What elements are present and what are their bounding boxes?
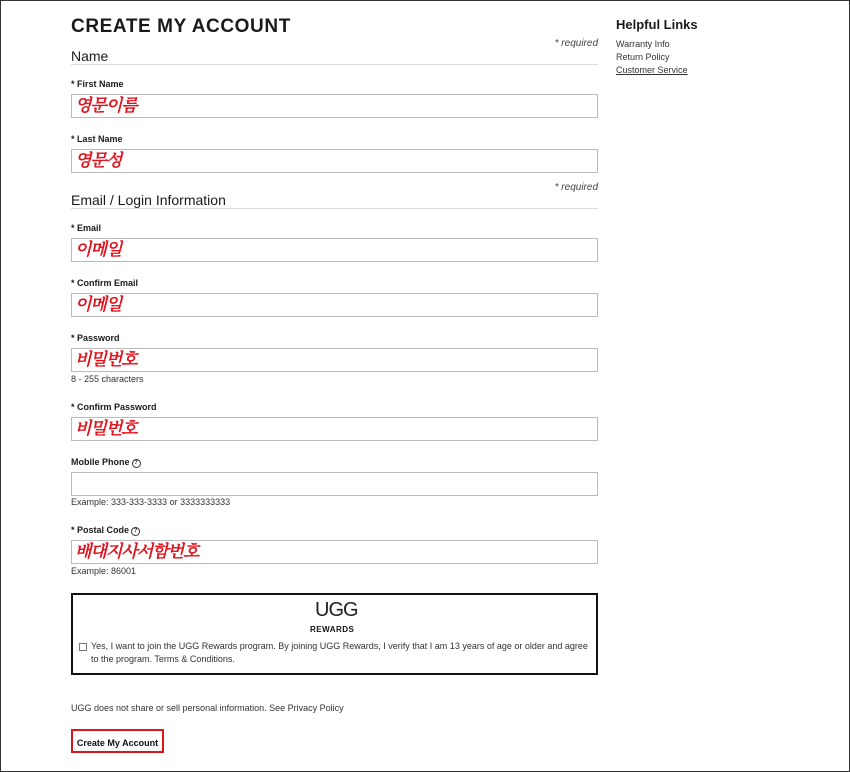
confirm-password-label: * Confirm Password [71, 402, 157, 412]
mobile-phone-hint: Example: 333-333-3333 or 3333333333 [71, 497, 231, 507]
confirm-email-value: 이메일 [75, 295, 122, 314]
privacy-note: UGG does not share or sell personal information. See Privacy Policy [71, 703, 344, 713]
first-name-input[interactable] [71, 94, 598, 118]
password-hint: 8 - 255 characters [71, 374, 144, 384]
create-account-button[interactable]: Create My Account [71, 729, 164, 753]
question-circle-icon[interactable]: ? [131, 527, 140, 536]
last-name-input[interactable] [71, 149, 598, 173]
section-title-name: Name [71, 48, 109, 64]
rewards-label: REWARDS [310, 625, 355, 634]
password-input[interactable] [71, 348, 598, 372]
customer-service-link[interactable]: Customer Service [616, 65, 688, 75]
confirm-password-value: 비밀번호 [75, 419, 137, 438]
return-policy-link[interactable]: Return Policy [616, 52, 670, 62]
warranty-info-link[interactable]: Warranty Info [616, 39, 670, 49]
section-title-email: Email / Login Information [71, 192, 226, 208]
required-note: * required [554, 182, 598, 193]
postal-code-label-text: * Postal Code [71, 525, 130, 535]
postal-code-input[interactable] [71, 540, 598, 564]
rewards-checkbox[interactable] [79, 643, 87, 651]
email-label: * Email [71, 223, 102, 233]
confirm-email-label: * Confirm Email [71, 278, 139, 288]
password-value: 비밀번호 [75, 350, 137, 369]
ugg-logo: UGG [315, 599, 358, 621]
rewards-checkbox-text: Yes, I want to join the UGG Rewards program. By joining UGG Rewards, I verify that I am 13 years of age or older and agree to the program. Terms & Conditions. [91, 641, 588, 664]
confirm-email-input[interactable] [71, 293, 598, 317]
required-note: * required [554, 38, 598, 49]
mobile-phone-input[interactable] [71, 472, 598, 496]
helpful-links-title: Helpful Links [616, 17, 698, 32]
postal-code-hint: Example: 86001 [71, 566, 137, 576]
page-title: CREATE MY ACCOUNT [71, 16, 291, 37]
section-name-header [71, 38, 598, 65]
section-email-header [71, 182, 598, 209]
last-name-value: 영문성 [75, 151, 122, 170]
last-name-label: * Last Name [71, 134, 123, 144]
helpful-links-panel [616, 17, 796, 77]
confirm-password-input[interactable] [71, 417, 598, 441]
question-circle-icon[interactable]: ? [132, 459, 141, 468]
email-input[interactable] [71, 238, 598, 262]
postal-code-value: 배대지사서함번호 [75, 542, 199, 561]
first-name-label: * First Name [71, 79, 124, 89]
first-name-value: 영문이름 [75, 96, 137, 115]
mobile-phone-label-text: Mobile Phone [71, 457, 130, 467]
mobile-phone-label [71, 457, 141, 468]
postal-code-label [71, 525, 140, 536]
rewards-box [71, 593, 598, 675]
email-value: 이메일 [75, 240, 122, 259]
password-label: * Password [71, 333, 120, 343]
